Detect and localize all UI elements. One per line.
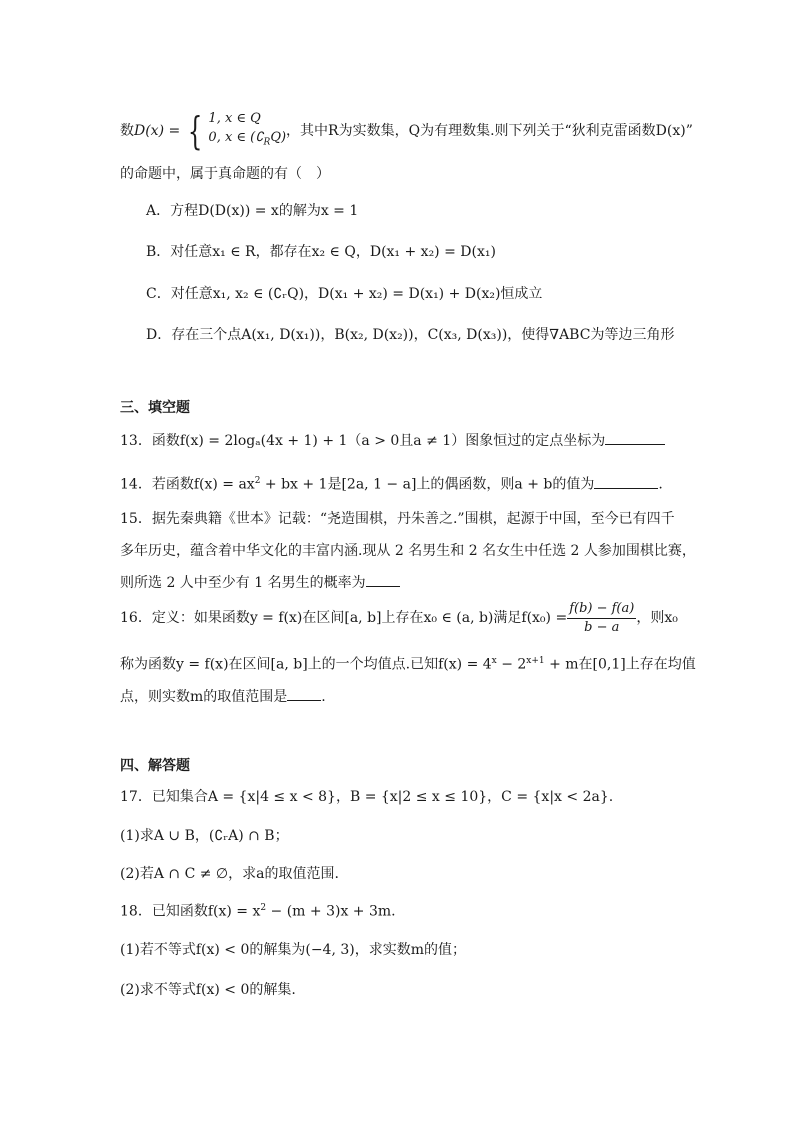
piecewise-brace: {	[188, 108, 203, 153]
question-17: 17．已知集合A = {x|4 ≤ x < 8}，B = {x|2 ≤ x ≤ 10}，C = {x|x < 2a}.	[120, 789, 614, 805]
q12-stem-line1	[120, 109, 693, 153]
question-15-line2: 多年历史，蕴含着中华文化的丰富内涵.现从 2 名男生和 2 名女生中任选 2 人参加围棋比赛，	[120, 543, 696, 559]
piecewise-case-2: 0, x ∈ $(∁_RQ)$	[208, 130, 287, 148]
question-16-line1: 16．定义：如果函数y = f(x)在区间[a, b]上存在x₀ ∈ (a, b)满足f(x₀) = $\frac{f(b) - f(a)}{b - a}$ ，则x₀	[120, 600, 678, 635]
answer-blank-14[interactable]	[594, 474, 658, 489]
mean-value-fraction: $\frac{f(b) - f(a)}{b - a}$	[569, 600, 635, 635]
piecewise-case-1: 1, x ∈ Q	[208, 111, 261, 126]
answer-blank-15[interactable]	[366, 572, 400, 587]
question-17-part-1: (1)求A ∪ B，(∁ᵣA) ∩ B；	[120, 828, 289, 844]
piecewise-cases	[208, 109, 286, 153]
answer-blank-16[interactable]	[287, 686, 321, 701]
q12-stem-line2: 的命题中，属于真命题的有（ ）	[120, 166, 330, 182]
question-14: 14．若函数$f(x) = ax^2$ + bx + 1是[2a, 1 − a]上的偶函数，则a + b的值为 .	[120, 471, 663, 495]
q12-option-c[interactable]: C．对任意x₁, x₂ ∈ (∁ᵣQ)，D(x₁ + x₂) = D(x₁) + D(x₂)恒成立	[146, 286, 543, 302]
question-16-line3: 点，则实数m的取值范围是 .	[120, 686, 326, 707]
question-18: 18．已知函数$f(x) = x^2 - (m + 3)x + 3m$.	[120, 903, 396, 920]
q12-stem-rest: ，其中R为实数集，Q为有理数集.则下列关于“狄利克雷函数D(x)”	[286, 122, 693, 139]
q12-option-a[interactable]: A．方程D(D(x)) = x的解为x = 1	[146, 203, 359, 219]
question-15-line1: 15．据先秦典籍《世本》记载：“尧造围棋，丹朱善之.”围棋，起源于中国，至今已有四千	[120, 511, 675, 527]
section-4-heading: 四、解答题	[120, 758, 190, 774]
question-17-part-2: (2)若A ∩ C ≠ ∅，求a的取值范围.	[120, 866, 339, 882]
q12-stem-prefix: 数	[120, 122, 134, 139]
q12-option-b[interactable]: B．对任意x₁ ∈ R，都存在x₂ ∈ Q，D(x₁ + x₂) = D(x₁)	[146, 244, 496, 260]
question-15-line3: 则所选 2 人中至少有 1 名男生的概率为	[120, 572, 400, 593]
section-3-heading: 三、填空题	[120, 400, 190, 416]
answer-blank-13[interactable]	[605, 430, 665, 445]
question-18-part-1: (1)若不等式f(x) < 0的解集为(−4, 3)，求实数m的值；	[120, 942, 467, 958]
dirichlet-function-label: D(x) =	[134, 122, 181, 139]
question-13: 13．函数f(x) = 2logₐ(4x + 1) + 1（a > 0且a ≠ 1）图象恒过的定点坐标为	[120, 430, 665, 451]
question-16-line2: 称为函数y = f(x)在区间[a, b]上的一个均值点.已知$f(x) = 4^x - 2^{x+1} + m$在[0,1]上存在均值	[120, 656, 696, 673]
q12-option-d[interactable]: D．存在三个点A(x₁, D(x₁))，B(x₂, D(x₂))，C(x₃, D(x₃))，使得∇ABC为等边三角形	[146, 327, 675, 343]
question-18-part-2: (2)求不等式f(x) < 0的解集.	[120, 982, 296, 998]
